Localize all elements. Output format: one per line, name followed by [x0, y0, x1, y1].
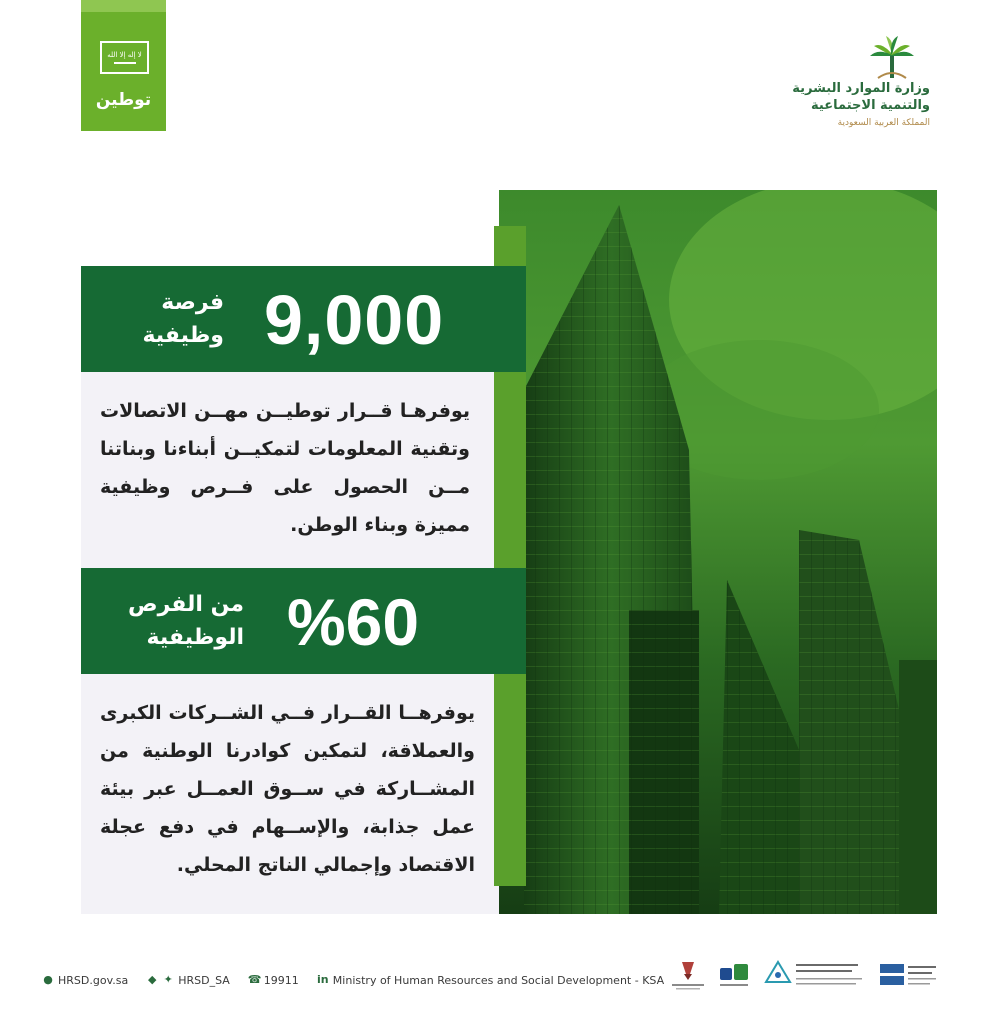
- website-text: HRSD.gov.sa: [58, 973, 129, 987]
- stat-label-percent-line1: من الفرص: [128, 592, 244, 617]
- stat-band-percent: [81, 568, 526, 674]
- linkedin-link[interactable]: [317, 974, 664, 987]
- palm-swords-icon: [864, 34, 920, 82]
- flag-script: لا إله إلا الله: [107, 51, 142, 59]
- linkedin-icon: in: [316, 973, 329, 986]
- snapchat-icon: ◆: [147, 973, 157, 986]
- stat-label-jobs: [142, 286, 224, 352]
- badge-label: توطين: [95, 90, 152, 110]
- phone-link[interactable]: [248, 974, 299, 987]
- saudi-press-agency-logo: [878, 958, 940, 994]
- stat-description-jobs: يوفرهـا قــرار توطيــن مهــن الاتصالات وتقنية المعلومات لتمكيــن أبناءنا وبناتنا مــن الحصول على فــرص وظيفية مميزة وبناء الوطن.: [100, 400, 470, 536]
- flag-sword: [114, 62, 136, 64]
- badge-top-bar: [81, 0, 166, 12]
- building-photo: [499, 190, 937, 914]
- stat-label-percent: [128, 588, 244, 654]
- social-link[interactable]: [146, 974, 230, 987]
- stat-label-percent-line2: الوظيفية: [146, 625, 244, 650]
- ministry-logo: [790, 34, 930, 134]
- ministry-country: المملكة العربية السعودية: [837, 118, 930, 128]
- stat-number-percent: %60: [287, 585, 420, 659]
- council-of-saudi-chambers-logo: [668, 958, 708, 994]
- stat-band-jobs: [81, 266, 526, 372]
- hadaf-logo: [716, 958, 752, 994]
- website-link[interactable]: [42, 974, 128, 987]
- stat-number-jobs: 9,000: [264, 281, 445, 359]
- globe-icon: ●: [43, 973, 53, 986]
- social-text: HRSD_SA: [178, 973, 230, 987]
- phone-text: 19911: [263, 973, 299, 987]
- stat-label-jobs-line2: وظيفية: [142, 323, 224, 348]
- skyscrapers-illustration: [499, 190, 937, 914]
- stat-label-jobs-line1: فرصة: [161, 290, 224, 315]
- ministry-name-line2: والتنمية الاجتماعية: [811, 98, 930, 113]
- phone-icon: ☎: [247, 973, 262, 986]
- stat-description-percent: يوفرهــا القــرار فــي الشــركات الكبرى والعملاقة، لتمكين كوادرنا الوطنية من المشــاركة في ســوق العمــل عبر بيئة عمل جذابة، والإســهام في دفع عجلة الاقتصاد وإجمالي الناتج المحلي.: [100, 702, 475, 876]
- tawteen-badge: [81, 0, 166, 131]
- twitter-icon: ✦: [163, 973, 173, 986]
- ministry-name-line1: وزارة الموارد البشرية: [792, 81, 930, 96]
- ministry-of-communications-logo: [764, 958, 864, 994]
- footer-contacts: [42, 968, 682, 992]
- linkedin-text: Ministry of Human Resources and Social Development - KSA: [332, 973, 665, 987]
- saudi-flag-icon: [100, 41, 149, 74]
